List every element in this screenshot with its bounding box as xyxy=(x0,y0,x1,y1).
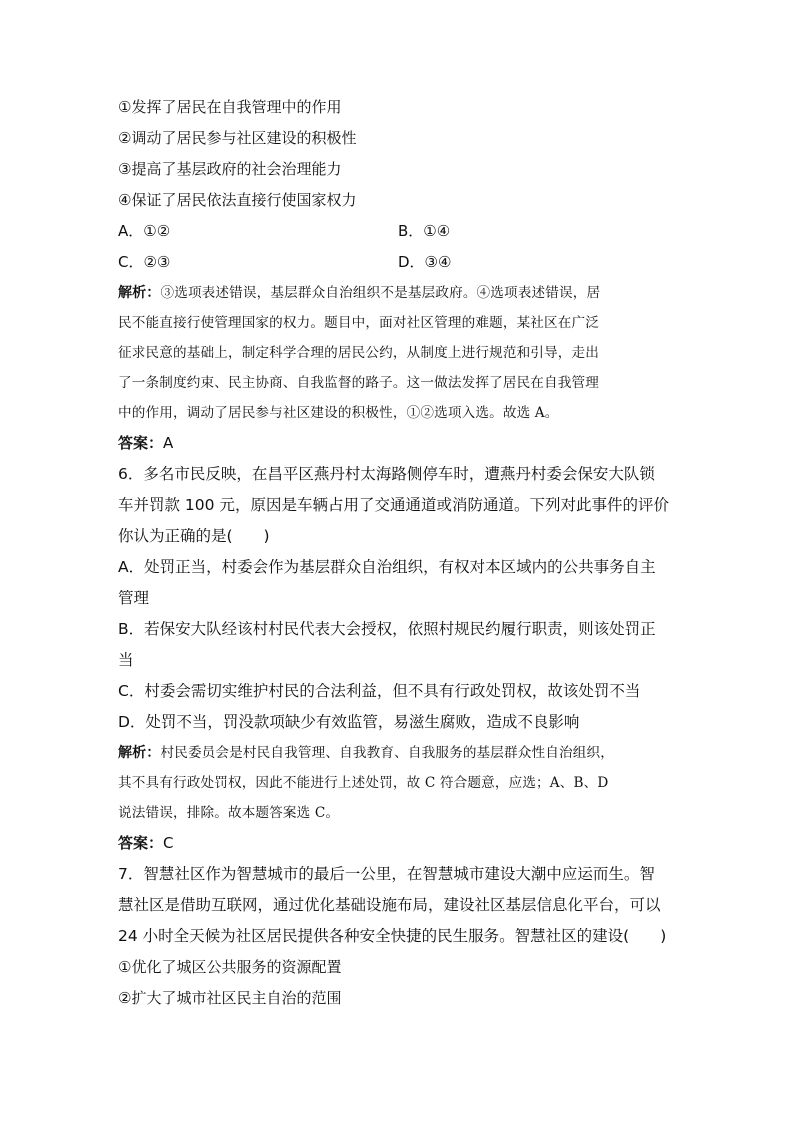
answer-label: 答案： xyxy=(118,834,164,852)
statement-item-3: ③提高了基层政府的社会治理能力 xyxy=(118,160,342,178)
question-6-answer xyxy=(118,828,678,859)
option-line: 管理 xyxy=(118,589,150,607)
question-stem-line: 车并罚款 100 元，原因是车辆占用了交通通道或消防通道。下列对此事件的评价 xyxy=(118,496,669,514)
statement-item-2: ②调动了居民参与社区建设的积极性 xyxy=(118,129,357,147)
analysis-label: 解析： xyxy=(118,745,161,761)
previous-question-analysis xyxy=(118,278,678,428)
option-row-2 xyxy=(118,247,678,278)
option-a: A．①② xyxy=(118,222,171,240)
analysis-line: 中的作用，调动了居民参与社区建设的积极性，①②选项入选。故选 A。 xyxy=(118,405,559,421)
answer-value: C xyxy=(163,834,174,852)
option-line: B．若保安大队经该村村民代表大会授权，依照村规民约履行职责，则该处罚正 xyxy=(118,620,656,638)
option-line: C．村委会需切实维护村民的合法利益，但不具有行政处罚权，故该处罚不当 xyxy=(118,682,641,700)
question-stem-line: 7．智慧社区作为智慧城市的最后一公里，在智慧城市建设大潮中应运而生。智 xyxy=(118,865,655,883)
previous-question-answer xyxy=(118,428,678,459)
question-stem-line: 你认为正确的是( ) xyxy=(118,527,270,545)
analysis-line: 民不能直接行使管理国家的权力。题目中，面对社区管理的难题，某社区在广泛 xyxy=(118,315,600,331)
option-line: D．处罚不当，罚没款项缺少有效监管，易滋生腐败，造成不良影响 xyxy=(118,713,580,731)
analysis-line: 解析：村民委员会是村民自我管理、自我教育、自我服务的基层群众性自治组织， xyxy=(118,745,614,761)
question-7 xyxy=(118,859,678,1014)
option-b: B．①④ xyxy=(398,222,451,240)
statement-item-4: ④保证了居民依法直接行使国家权力 xyxy=(118,191,357,209)
analysis-line: 解析：③选项表述错误，基层群众自治组织不是基层政府。④选项表述错误，居 xyxy=(118,285,601,301)
analysis-line: 了一条制度约束、民主协商、自我监督的路子。这一做法发挥了居民在自我管理 xyxy=(118,375,600,391)
statement-item-1: ①发挥了居民在自我管理中的作用 xyxy=(118,98,342,116)
question-stem-line: 慧社区是借助互联网，通过优化基础设施布局，建设社区基层信息化平台，可以 xyxy=(118,896,661,914)
question-stem-line: 24 小时全天候为社区居民提供各种安全快捷的民生服务。智慧社区的建设( ) xyxy=(118,927,667,945)
option-line: 当 xyxy=(118,651,134,669)
statement-item-1: ①优化了城区公共服务的资源配置 xyxy=(118,958,342,976)
document-page xyxy=(118,92,678,1014)
question-stem-line: 6．多名市民反映，在昌平区燕丹村太海路侧停车时，遭燕丹村委会保安大队锁 xyxy=(118,465,655,483)
analysis-line: 其不具有行政处罚权，因此不能进行上述处罚，故 C 符合题意，应选；A、B、D xyxy=(118,775,609,791)
previous-question-options xyxy=(118,216,678,278)
analysis-label: 解析： xyxy=(118,285,161,301)
analysis-line: 说法错误，排除。故本题答案选 C。 xyxy=(118,805,340,821)
question-6 xyxy=(118,459,678,859)
analysis-line: 征求民意的基础上，制定科学合理的居民公约，从制度上进行规范和引导，走出 xyxy=(118,345,600,361)
option-row-1 xyxy=(118,216,678,247)
previous-question-items xyxy=(118,92,678,216)
answer-label: 答案： xyxy=(118,434,164,452)
option-d: D．③④ xyxy=(398,253,452,271)
option-line: A．处罚正当，村委会作为基层群众自治组织，有权对本区域内的公共事务自主 xyxy=(118,558,656,576)
statement-item-2: ②扩大了城市社区民主自治的范围 xyxy=(118,989,342,1007)
option-c: C．②③ xyxy=(118,253,171,271)
answer-value: A xyxy=(163,434,174,452)
